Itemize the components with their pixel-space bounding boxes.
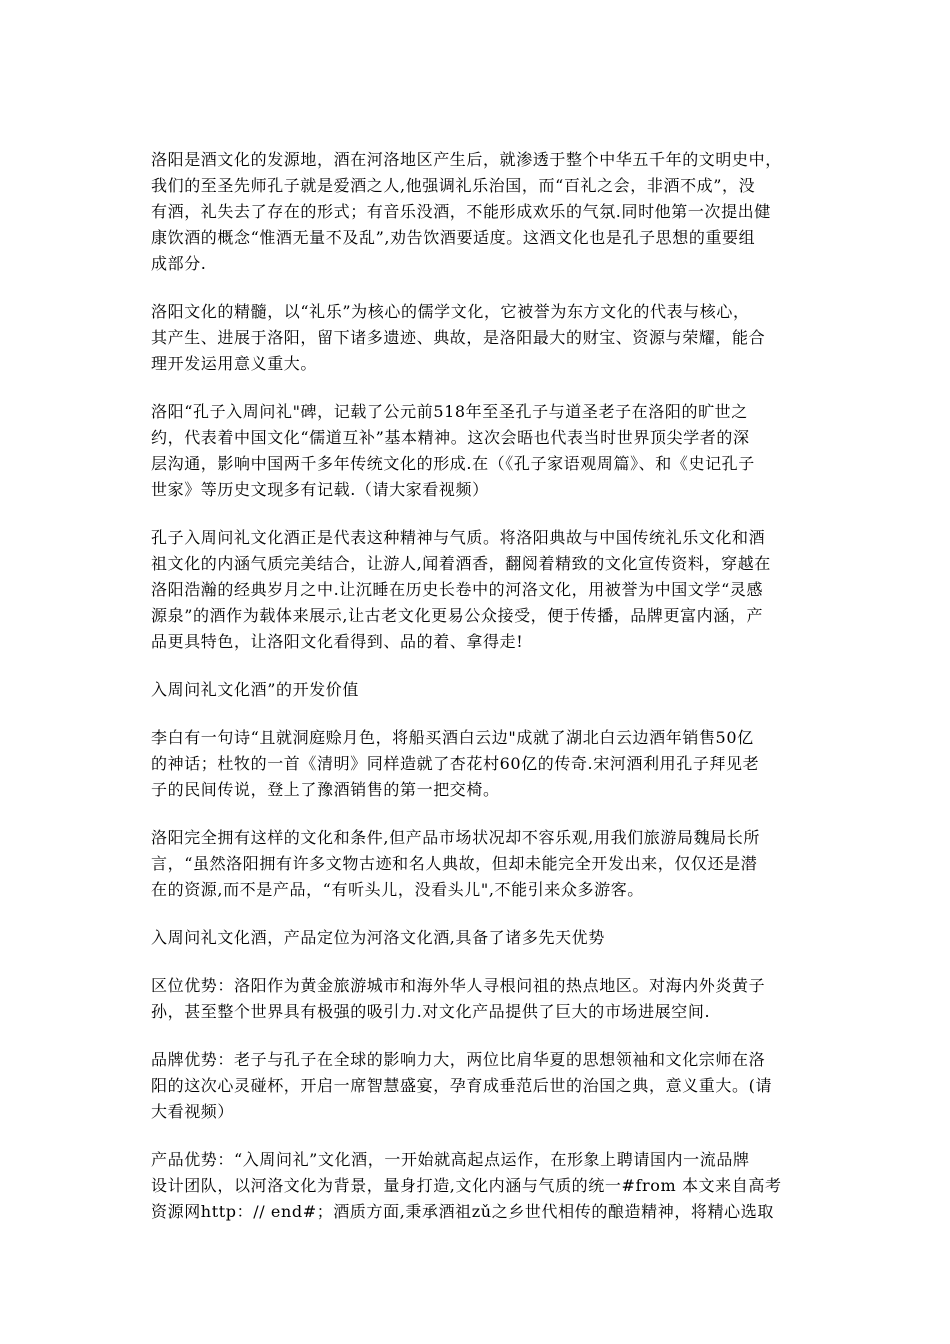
text-line: 层沟通，影响中国两千多年传统文化的形成.在（《孔子家语观周篇》、和《史记孔子 (151, 454, 755, 473)
text-line: 产品优势：“入周问礼”文化酒，一开始就高起点运作，在形象上聘请国内一流品牌 (151, 1150, 750, 1169)
text-line: 设计团队，以河洛文化为背景，量身打造,文化内涵与气质的统一#from 本文来自高考 (151, 1176, 782, 1195)
text-line: 区位优势：洛阳作为黄金旅游城市和海外华人寻根问祖的热点地区。对海内外炎黄子 (151, 976, 766, 995)
paragraph (143, 1047, 811, 1125)
paragraph (143, 825, 811, 903)
paragraph (143, 147, 811, 277)
text-line: 李白有一句诗“且就洞庭赊月色，将船买酒白云边"成就了湖北白云边酒年销售50亿 (151, 728, 754, 747)
paragraph (143, 299, 811, 377)
text-line: 资源网http：// end#；酒质方面,秉承酒祖zǔ之乡世代相传的酿造精神，将精心选取 (151, 1202, 774, 1221)
text-line: 品更具特色，让洛阳文化看得到、品的着、拿得走! (151, 632, 524, 651)
text-line: 阳的这次心灵碰杯，开启一席智慧盛宴，孕育成垂范后世的治国之典，意义重大。(请 (151, 1076, 773, 1095)
paragraph (143, 1147, 811, 1225)
paragraph (143, 725, 811, 803)
text-line: 康饮酒的概念“惟酒无量不及乱”,劝告饮酒要适度。这酒文化也是孔子思想的重要组 (151, 228, 756, 247)
text-line: 洛阳是酒文化的发源地，酒在河洛地区产生后，就渗透于整个中华五千年的文明史中， (151, 150, 782, 169)
paragraph (143, 399, 811, 503)
text-line: 理开发运用意义重大。 (151, 354, 318, 373)
text-line: 孔子入周问礼文化酒正是代表这种精神与气质。将洛阳典故与中国传统礼乐文化和酒 (151, 528, 766, 547)
text-line: 源泉”的酒作为载体来展示,让古老文化更易公众接受，便于传播，品牌更富内涵，产 (151, 606, 764, 625)
text-line: 洛阳文化的精髓，以“礼乐”为核心的儒学文化，它被誉为东方文化的代表与核心， (151, 302, 750, 321)
paragraph (143, 925, 811, 951)
text-line: 祖文化的内涵气质完美结合，让游人,闻着酒香，翻阅着精致的文化宣传资料，穿越在 (151, 554, 771, 573)
document-body (143, 147, 811, 1247)
text-line: 言，“虽然洛阳拥有许多文物古迹和名人典故，但却未能完全开发出来，仅仅还是潜 (151, 854, 758, 873)
text-line: 入周问礼文化酒，产品定位为河洛文化酒,具备了诸多先天优势 (151, 928, 605, 947)
text-line: 大看视频） (151, 1102, 235, 1121)
text-line: 品牌优势：老子与孔子在全球的影响力大，两位比肩华夏的思想领袖和文化宗师在洛 (151, 1050, 766, 1069)
paragraph (143, 677, 811, 703)
paragraph (143, 973, 811, 1025)
text-line: 在的资源,而不是产品，“有听头儿，没看头儿",不能引来众多游客。 (151, 880, 644, 899)
text-line: 的神话；杜牧的一首《清明》同样造就了杏花村60亿的传奇.宋河酒利用孔子拜见老 (151, 754, 760, 773)
text-line: 洛阳完全拥有这样的文化和条件,但产品市场状况却不容乐观,用我们旅游局魏局长所 (151, 828, 760, 847)
text-line: 有酒，礼失去了存在的形式；有音乐没酒，不能形成欢乐的气氛.同时他第一次提出健 (151, 202, 771, 221)
text-line: 子的民间传说，登上了豫酒销售的第一把交椅。 (151, 780, 500, 799)
paragraph (143, 525, 811, 655)
text-line: 洛阳浩瀚的经典岁月之中.让沉睡在历史长卷中的河洛文化，用被誉为中国文学“灵感 (151, 580, 764, 599)
text-line: 约，代表着中国文化“儒道互补”基本精神。这次会晤也代表当时世界顶尖学者的深 (151, 428, 750, 447)
text-line: 其产生、进展于洛阳，留下诸多遗迹、典故，是洛阳最大的财宝、资源与荣耀，能合 (151, 328, 766, 347)
text-line: 我们的至圣先师孔子就是爱酒之人,他强调礼乐治国，而“百礼之会，非酒不成”，没 (151, 176, 756, 195)
text-line: 孙，甚至整个世界具有极强的吸引力.对文化产品提供了巨大的市场进展空间. (151, 1002, 711, 1021)
text-line: 成部分. (151, 254, 207, 273)
text-line: 洛阳“孔子入周问礼"碑，记载了公元前518年至圣孔子与道圣老子在洛阳的旷世之 (151, 402, 748, 421)
text-line: 入周问礼文化酒”的开发价值 (151, 680, 359, 699)
text-line: 世家》等历史文现多有记载.（请大家看视频） (151, 480, 489, 499)
